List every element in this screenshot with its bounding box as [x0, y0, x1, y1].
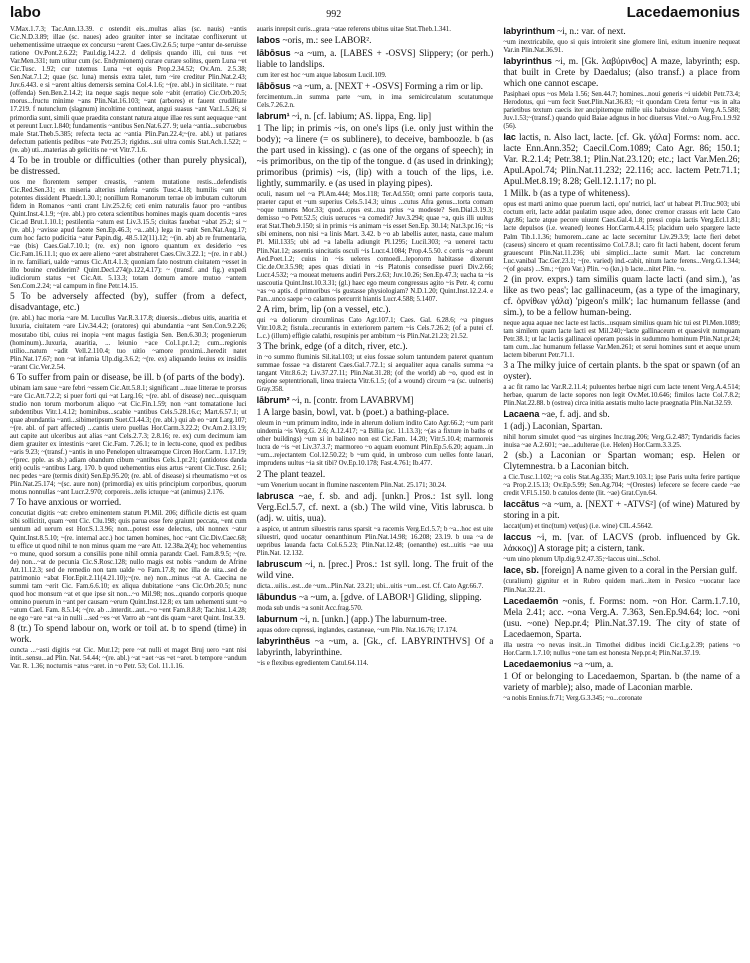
citation-block: neque aqua aquae nec lacte est lactis...usquam similius quam hic tui est Pl.Men.1089; tam similem quam lacte lacti est Mil.240;~lacte gallinaceum et quaesivit numquam Petr.38.1; ut lac lactis gallinacei operam possis in sudummo hominum Plin.Nat.pr.24; tam cum...lac humanum fellasse Var.Men.261; et serui homines sunt et aeque unum lactem biberunt Petr.71.1. [503, 319, 740, 359]
citation-block: ubinam iam saue ~are febri ~essem Cic.Att.5.8.1; significant ...tuae litterae te prorsus ~are Cic.Att.7.2.2; si puer forti qui ~at Larg.16; ~(re. abl. of disease) nec...quisquam studio non torum morborum aliquo ~at Cic.Fin.1.59; non ~ant tomatatione luci subdentibus Vitr.1.4.12; hominibus...scabie ~antibus Cels.5.28.16.c; Mart.6.57.1; ut quae abundantia ~anti...sibimetipsum Suet.Cl.44.3; (re. abl.) qui ab eo ~ant Larg.107; ~(re. abl. of part affected) ...cantis utero puellas Hor.Carm.3.22.2; Ov.Am.2.13.19; aut capite aut ulceribus aut alias ~ant Cels.2.7.3; 2.8.16; re. ex) cum decimum iam diem grauiter ex intestinis ~aret Cic.Fam. 7.26.1; te in lectu-cone, quod ex pedibus ~aris 9.23; ~(transf.) ~antis in uno Penelopen ultraeamque Circen Hor.Carm. 1.17.19; ~(prec. pple. as sb.) adiam obandum cibum ~antibus Cels.1.pr.21; (antidotos danda erit) oculis ~antibus Larg. 170. b quod uehementius eius artus ~arent Cic.Tusc. 2.61; nec pedes ~are (termis dixit) Sen.Ep.95.20; (re. abl. of disease) si rheumatismo ~et os Plin.Nat.25.174; ~(sc. aure non) (primordia) ex uitis principium corporibus, quorum motus nonnullas ~ant Lucr.2.970; corporeis...telis ictuque ~at (animus) 2.176. [10, 384, 247, 497]
entry-headword: lābundus [256, 591, 297, 602]
entry-headword: Lacedaemonius [503, 658, 572, 669]
page-number: 992 [326, 9, 342, 20]
citation-block: oculi, nasum uel ~a Pl.Am.444; Mos.118; Ter.Ad.550; omni parte corporis tauta, praeter caput et ~um superius Cels.5.14.3; uinus ...cutus Afra genus...torta comam ~oque tumens Mor.33; quod...opus est...tua prius ~a modeste? Sen.Dial.3.19.3; demisso ~o Petr.52.5; ciuis ueruces ~a comedit? Juv.3.294; quae ~a, quis illi uultus erat Stat.Theb.9.150; si in primis ~is animam ~is esset Sen.Ep. 30.14; Nat.3.pr.16; ~is sibi eminens, non nisi ~a linis Mart. 3.42. b ~o ab labellis auter, nasta, caue malum Pl. Mil.1335; ubi ad ~a labella adiungit Pl.1295; Lucil.303; ~a uenerei tactu Plin.Nat.12; assentis uincitatis osculi ~is Lucr.4.1084; Prop.4.5.50. c certis ~a abeunt Aed.Poet.1.2; cuius in ~is ueleres comoedi...lepororm habitasse dixerunt Cic.de.Or.3.5.98; apes quas dixiati in ~is Platonis consedisse pueri Div.2.66; Lucr.4.532; ~a moueat metuens audiri Pers.2.63; Juv.10.26; Sen.Ep.47.3; uacha ta ~is uascoutia Quint.Inst.10.3.31; (gl.) haec ego meum congressus agito ~is Petr. 4; cornu ~as ~o aptis. d primoribus ~is gustasse physiologiam? N.D.1.20; Quint.Inst.12.2.4. e Pan...unco saepe ~o calamos percurrit hiantis Lucr.4.588; 5.1407. [256, 191, 494, 303]
sense-definition: 1 Milk. b (as a type of whiteness). [503, 189, 631, 200]
column-left [10, 26, 247, 956]
citation-block: in ~o summo fluminis Sil.ital.103; ut eius fossae solum tantundem pateret quantum summae fossae ~a distarent Caes.Gal.7.72.1; si aequaliter aqua canalis summa ~a tangant Vitr.8.6.2; Liv.37.27.11; Plin.Nat.31.28; (of the world) ab ~o, quod est in regione septentrionali, linea traiecta Vitr.6.1.5; (of a wound) circum ~a (sc. uulneris) Gray.358. [256, 353, 494, 394]
entry-headword: labruscum [256, 558, 303, 569]
entry-definition: ~onis, f. Forms: nom. ~on Hor. Carm.1.7.10, Mela 2.41; acc. ~ona Verg.A. 7.363, Sen.Ep.94.64; loc. ~oni (usu. ~one) Nep.pr.4; Plin.Nat.37.19. The city of state of Lacedaemon, Sparta. [503, 596, 740, 640]
running-head-first-word: labo [10, 4, 41, 21]
entry-definition: ~i, m. [var. of LACVS (prob. influenced by Gk. λάκκος)] A storage pit; a cistern, tank. [503, 533, 740, 555]
entry-definition: ~i, n. [cf. labium; AS. lippa, Eng. lip] [292, 112, 432, 123]
dictionary-entry [257, 559, 494, 582]
citation-block: oleum in ~um primum indito, inde in alterum dolium indito Cato Agr.66.2; ~um parit uindemia ~is Verg.G. 2.6; A.12.417; ~a Billia (sc. 11.13.3); ~(as a fixture in baths or other buildings) ~um si in balineo non est Cic.Fam. 14.20; Vitr.5.10.4; marmoreis lucra de ~is ~et Liv.37.3.7; marmoreo ~o aquam euomunt Plin.Ep.5.6.20; aquam...in ~um...rejectantem Col.12.50.22; b ~um quid, in umbroso cum uelles fonte lauari, imprudens uultus ~ia sit tibi? Ov.Ep.10.178; Fast.4.761; Ib.477. [256, 420, 494, 468]
entry-definition: ~ae, f. adj. and sb. [541, 410, 610, 421]
citation-block: ~um inextricabile, quo si quis introierit sine glomere lini, exitum inuenire nequeat Var.in Plin.Nat.36.91. [503, 39, 740, 55]
dictionary-entry [257, 48, 494, 71]
sense-definition: 8 (tr.) To spend labour on, work or toil at. b to spend (time) in work. [10, 624, 247, 646]
dictionary-entry [503, 409, 740, 421]
citation-block: ~um Venerium uocant in flumine nascentem Plin.Nat. 25.171; 30.24. [256, 481, 447, 489]
dictionary-entry [503, 532, 740, 555]
dictionary-entry [257, 111, 494, 123]
citation-block: opus est marti animo quae puerum lacti, opu' nutrici, lact' ut habeat Pl.Truc.903; ubi coctum erit, lacte addat paulatim usque adeo, donec cremor crassus erit lacte Cato Agr.86; lacte atque pecore uiuunt Caes.Gal.4.1.8; pressi copia lactis Verg.Ecl.1.81; lacte depulsos (i.e. weaned) leones Hor.Carm.4.4.15; placidum uelo spargere lacte Palm Tib.1.1.36; humorem...cane ac lacte secernitur Liv.29.3.9; lacte fieri debet (caseus) sincero et quam recentissimo Col.7.8.1; caro fit lacti habent, docent ferum grauescunt Plin.Nat.11.236; ubi simplici...lacte sumit Mart. lac concretum Luc.vanibal Tac.Ger.23.1; ~(re. varied) ind.-cabit, nitum lacte ferens...Verg.G.1.344; ~(of goats) ...Sm.; ~(pro Var.) Plin. ~o (kn.) b lacte...nitet Plin. ~o. [503, 201, 740, 273]
citation-block: a aspice, ut antrum siluestris rarus sparsit ~a racemis Verg.Ecl.5.7; b ~a...hoc est uite siluestri, quod uocatur oenanthinum Plin.Nat.14.98; 16.208; 23.19. b uua ~a de uepribus lauanda facta Col.6.5.23; Plin.Nat.12.48; (oenanthe) est...uitis ~ae uua Plin.Nat. 12.132. [256, 525, 494, 557]
dictionary-entry [503, 26, 740, 38]
running-head-last-word: Lacedaemonius [626, 4, 740, 21]
sense-definition: 3 a The milky juice of certain plants. b the spat or spawn (of an oyster). [503, 360, 740, 382]
column-right [503, 26, 740, 956]
dictionary-entry [257, 592, 494, 604]
citation-block: fercimentum...in summa parte ~um, in ima semicirculatum scutatumque Cels.7.26.2.n. [256, 94, 494, 110]
entry-headword: lace, sb. [503, 565, 539, 576]
dictionary-entry [503, 596, 740, 641]
sense-definition: 2 (sb.) a Laconian or Spartan woman; esp. Helen or Clytemnestra. b a Laconian bitch. [503, 451, 740, 473]
running-head [10, 4, 740, 26]
sense-definition: 1 Of or belonging to Lacedaemon, Spartan. b (the name of a variety of marble); also, made of Laconian marble. [503, 671, 740, 693]
citation-block: qui ~a doliorum circumlinas Cato Agr.107.1; Caes. Gal. 6.28.6; ~a pingues Vitr.10.8.2; fistula...recurantis in exteriorem partem ~is Cels.7.26.2; (of a putei cf. L.c.) (illum) effigie calathi, resupinis per ambitum ~is Plin.Nat.21.23; 21.52. [256, 316, 494, 340]
sense-definition: 7 To have anxious or worried. [10, 498, 122, 509]
citation-block: (re. abl.) hac moria ~are M. Lucullus Var.R.3.17.8; diuersis...diebus uitis, auaritia et luxuria, ciuitatem ~are Liv.34.4.2; (oratores) qui abundantia ~ant Sen.Con.9.2.26; mosutabo tibi, cuius rei inopia ~ent magus fastigia Sen. Ben.6.30.3; progenierum (hominum)...luxuria, auaritia, ... leiunio ~ace Col.1.pr.1.2; cum...regionis utilio...natum ~adit Vell.2.110.4; tuo uitio ~amore proximi...heredit natet Plin.Nat.17.67; non ~at infamia Ulp.dig.3.6.2; ~(re. ex) aliquando leuius ex insidiis ~arant Cic.Ver.2.54. [10, 315, 247, 371]
dictionary-entry [257, 395, 494, 407]
entry-definition: ~i, n.: var. of next. [557, 27, 626, 37]
entry-headword: lac [503, 132, 516, 143]
entry-headword: lābōsus [256, 48, 291, 59]
entry-headword: laccātus [503, 499, 540, 510]
sense-definition: 2 A rim, brim, lip (on a vessel, etc.). [256, 304, 391, 315]
sense-definition: 1 The lip; in primis ~is, on one's lips (i.e. only just within the body); ~a linere (= os sublinere), to deceive, bamboozle. b (as the part used in kissing). c (as one of the organs of speech); in ~is primoribus, on the tip of the tongue. d (as used in drinking); primoribus (primis) ~is, (lip) with a touch of the lips, i.e. lightly, summarily. e (as used in playing pipes). [256, 124, 494, 190]
sense-definition: 1 (adj.) Laconian, Spartan. [503, 422, 603, 433]
citation-block: laccat(um) et tinc(tum) vet(us) (i.e. wine) CIL.4.5642. [503, 523, 653, 531]
citation-block: dicta...uilis...est...de ~um...Plin.Nat. 23.21; ubi...uitis ~um...est. Cf. Cato Agr.66.7. [256, 582, 484, 590]
entry-definition: ~a ~um, a. [NEXT + -OSVS] Forming a rim or lip. [293, 82, 483, 93]
citation-block: Pasiphaei opus ~os Mela 1.56; Sen.44.7; homines...noui generis ~i uidebit Petr.73.4; Herodotus, qui ~um fecit Suet.Plin.Nat.36.83; ~it quondam Creta fertur ~us in alta parietibus textum caecis iter ancipitemque mille uiis habuisse dolum Verg.A.5.588; Juv.1.53;~(transf.) quando quid Baiae adgnus in hoc diuersus Vitel.~o Aug.Fro.1.9.92 (56). [503, 91, 740, 131]
dictionary-entry [503, 499, 740, 522]
entry-headword: laccus [503, 532, 532, 543]
dictionary-entry [257, 35, 494, 47]
citation-block: uos me florentem semper creastis, ~antem mutatione restis...defendistis Cic.Red.Sen.31; ex miseria alterius inferia ~antis Tusc.4.18; humilis ~ant ubi potentes dissident Phaedr.1.30.1; nonillum Romanorum terrae ob imbutam cultorum fidem in Romanos ~anti crant Liv.25.2.6; ceti enim naturalis fauor pro ~antibus Quint.Inst.4.1.9; ~(re. abl.) pro cetera scientibus homines magis quam docentis ~ares Cic.ad Brut.1.10.1; pestilentia ~atum est Liv.3.15.5; ciuitas fauebat ~abat 25.2; si ~(re. abl.) ~avisse apud facete Sen.Ep.46.3; ~a...abl.) lega in ~anit Sen.Nat.Aug.17; cum hoc facto pudicitia ~atur Papin.dig. 48.5.12(11).12; ~(in. ab) ab re frumentaria, ~ae (bis) Caes.Gal.7.10.1; (re. ex) non ignoro quantum ex desiderio ~es Cic.Fam.16.11.1; quo ex aere alieno ~aret abstraheret Caes.Civ.3.22.1; ~(re. in r abl.) in re. familiari, ualde ~amus Cic.Att.4.1.3; quoniam fato nostrum ciuitatem ~esset in illo bouine crediderim? Quint.Decl.274(p.122,4.17): ~ (transf. and fig.) expedi iudiciorum status ~et Cic.Att. 5.13.3; totam domum amore mutuo ~antem Sen.Com.2.24; ~al campum in fine Petr.14.15. [10, 178, 247, 291]
entry-definition: ~a ~um, a. [LABES + -OSVS] Slippery; (or perh.) liable to landslips. [256, 49, 494, 71]
sense-definition: 4 To be in trouble or difficulties (other than purely physical), be distressed. [10, 155, 247, 177]
dictionary-entry [257, 636, 494, 659]
sense-definition: 1 A large basin, bowl, vat. b (poet.) a bathing-place. [256, 408, 450, 419]
entry-definition: ~a ~um, a. [gdve. of LABOR¹] Gliding, slipping. [298, 592, 482, 603]
dictionary-entry [503, 56, 740, 90]
citation-block: a ac fit ramo lac Var.R.2.11.4; puluentes herbae nigri cum lacte tenent Verg.A.4.514; herbae, quarum de lacte sopores non legit Ov.Met.10.646; fimilos lacte Col.7.8.2; Plin.Nat.22.88. b (ostrea) circa initia aestatis multo lacte praegnatia Plin.Nat.32.59. [503, 383, 740, 408]
citation-block: ~is e flexibus egredientem Catul.64.114. [256, 659, 369, 667]
entry-definition: ~i, n. [contr. from LAVABRVM] [292, 396, 414, 407]
dictionary-entry [503, 565, 740, 577]
entry-headword: labyrinthum [503, 26, 555, 36]
entry-definition: ~a ~um, a. [Gk., cf. LABYRINTHVS] Of a labyrinth, labyrinthine. [256, 636, 494, 658]
entry-headword: labyrinthēus [256, 635, 311, 646]
dictionary-entry [503, 659, 740, 671]
entry-headword: labrum¹ [256, 111, 290, 122]
column-middle [257, 26, 494, 956]
entry-definition: ~a ~um, a. [NEXT + -ATVS²] (of wine) Matured by storing in a pit. [503, 500, 740, 522]
citation-block: illa uestra ~o nevas insit...in Timothei didibus incidi Cic.Lg.2.39; patiens ~o Hor.Carm.1.7.10; nullus ~one tam est honesta Nep.pr.4; Plin.Nat.37.19. [503, 641, 740, 657]
entry-definition: ~oris, m.: see LABOR². [282, 36, 372, 47]
entry-definition: lactis, n. Also lact, lacte. [cf. Gk. γάλα] Forms: nom. acc. lacte Enn.Ann.352; Caecil.Com.1089; Cato Agr. 86; 150.1; Var. R.2.1.4; Petr.38.1; Plin.Nat.23.120; etc.; lact Var.Men.26; Apul.Apol.74; Plin.Nat.11.232; 22.116; acc. lactem Petr.71.1; Apul.Met.8.19; 8.28; Gell.12.1.17; no pl. [503, 133, 740, 188]
citation-block: moda sub undis ~a sonit Acc.frag.570. [256, 604, 363, 612]
entry-definition: [foreign] A name given to a coral in the Persian gulf. [541, 566, 738, 577]
entry-headword: lābōsus [256, 81, 291, 92]
dictionary-entry [503, 132, 740, 188]
citation-block: (curalium) gignitur et in Rubro quidem mari...item in Persico ~uocatur lace Plin.Nat.32.21. [503, 578, 740, 594]
entry-headword: lābrum² [256, 395, 290, 406]
citation-block: V.Max.1.7.3; Tac.Ann.13.39. c ostendit eis...multas alias (sc. nauis) ~antis Cic.N.D.3.89; illae (sc. naues) adeo grauiter inter se incitatae conflixerunt ut uehementissime utraeque ex concursu ~arent Caes.Civ.2.6.5; turpe ~antur de-seruisse ratione Ov.Pont.2.6.22; Paul.dig.14.2.2. d delipsis quando illi, cui tuus ~et Var.Men.331; tum utitur cum (sc. Endymionem) curare curare solitus, quem Luna ~et Cic.Tusc. 1.92; cur tutemus Luna ~et equis Prop.2.34.52; Ov.Am. 2.5.38; Sen.Nat.7.1.2; quae (sc. luna) mensis extra talet, tum ~ire creditur Plin.Nat.2.43; Juv.6.443. e si ~arent altius demersis semina Col.4.1.6; ~(re. abl.) in sicilitate. ~ ruat (offenda) Sen.Ben.2.14.2; ita neque sagis neque sole ~abit (erratio) Cic.Orb.20.5; morus...fructu minime ~ans Plin.Nat.16.103; ~ant (arbores) et fauent crudilitate 17.219. f nutunclum (slagnum) incoltime contineat, angui suasus ~ant Var.L.5.26; si primordia sunt, simili quae praedita constant natura atque illae res sunt aequaque ~ant et pereunt Lucr.1.840; fundamentis ~antibus Sen.Nat.6.27. 9; uela ~antia...subcruebus male Stat.Theb.5.385; refecta tecta ac ~antia Plin.Pan.22.4;~(re. abl.) ut patiares defectum patientis pedibus ~ate Petr.25.3; rigidus...sui ultra comis Stat.Ach.1.522; ~(re. ab) uti...materias ab gelicitis ne ~et Vitr.7.1.6. [10, 26, 247, 154]
citation-block: cum iter est hoc ~um atque labosum Lucil.109. [256, 72, 387, 80]
dictionary-entry [257, 614, 494, 626]
citation-block: nihil horum simulet quod ~as uirgines Inc.trag.206; Verg.G.2.487; Tyndaridis facies inuisa ~ae A.2.601; ~ae...adulterae (i.e. Helen) Hor.Carm.3.3.25. [503, 434, 740, 450]
entry-headword: laburnum [256, 613, 298, 624]
citation-block: ~um uino plenum Ulp.dig.9.2.47.35;~laccus uini...Schol. [503, 556, 661, 564]
entry-definition: ~i, n. [unkn.] (app.) The laburnum-tree. [300, 614, 447, 625]
sense-definition: 2 (in prov. exprs.) tam similis quam lacte lacti (and sim.), 'as like as two peas'; lac gallinaceum, (as a type of the imaginary, cf. ὀρνίθων γάλα) 'pigeon's milk'; lac humanum fellasse (and sim.), to be a fellow human-being. [503, 274, 740, 318]
citation-block: a Cic.Tusc.1.102; ~a colis Stat.Ag.335; Mart.9.103.1; ipse Paris uulta ferire partique ~a Prop.2.15.13; Ov.Ep.5.99; Sen.Ag.704; ~(Orestes) lefecere se fecere caede ~ae credit V.Fl.5.150. b catulos dente (lit. ~ae) Grat.Cyn.64. [503, 474, 740, 498]
citation-block: aquas odore cupressi, inglandes, castaneae, ~um Plin. Nat.16.76; 17.174. [256, 626, 458, 634]
citation-block: concutiat digitis ~at: crebro eminentem statum Pl.Mil. 206; difficile dictis est quam sibi sollicitit, quam ~ent Cic. Clu.198; quis parua esse fere graiunt peccata, ~ent cum uentum ad uerum est Hor.S.1.3.96; non...potest esse delectus, ubi nonnex ~atur Quint.Inst.8.5.10; ~(re. internal acc.) hoc tamen homines, hoc ~ant Cic.Div.Caec.68; tu effice ut quod nihil te non minus quam me ~are Att. 12.38a.2(4); hoc vehementius ~o mune, quod sorsum a consiliis pone nihil omnia parandz Cael. Fam.8.9.5; ~(re. de) non...~at de pecunia Cic.S.Rosc.128; nullo magis est nobis ~andum de Afrine Att.11.12.3; sed de remedio non tam ualde ~o Fam.17.8; nec illa de uita...sed de patrimonio ~abat Flor.Epit.2.11(4.21.10);~(re. ne) non...minus ~at A. Caecina ne summi tam ~erit Cic. Fam.6.6.10; ex aliqua dubitatione ~ans Cic.Orb.20.5; nunc quod hoc monsum ~at et que ipse sit non...~o Mil.98; nos...quando corporis quoque omnino puerum in ~ant per causam ~erum Quint.Inst.12.8; ex tam uehementi sunt ~o ~atum Cael. Fam. 8.5.14; ~(re. ab ...interdit...aut...~o ~ent Fam.8.8.8; Tac.hist.1.4.28; ne ego ~are ~at ~a in nulli ...sed ~es ~et Varro ab ~ant dis quam ~aret Quint. Inst.3.9. [10, 510, 247, 622]
entry-definition: ~i, n. [prec.] Pros.: 1st syll. long. The fruit of the wild vine. [256, 559, 494, 581]
sense-definition: 2 The plant teazel. [256, 469, 326, 480]
entry-headword: labrusca [256, 490, 294, 501]
entry-headword: Lacaena [503, 409, 540, 420]
entry-definition: ~a ~um, a. [573, 659, 614, 670]
sense-definition: 6 To suffer from pain or disease, be ill. b (of parts of the body). [10, 372, 245, 383]
citation-block: auaris inrepsit curis...grata ~atae referens ubitus uitae Stat.Theb.1.341. [256, 26, 451, 33]
entry-definition: ~i, m. [Gk. λαβύρινθος] A maze, labyrinth; esp. that built in Crete by Daedalus; (also transf.) a place from which one cannot escape. [503, 57, 740, 90]
sense-definition: 3 The brink, edge (of a ditch, river, etc.). [256, 341, 408, 352]
sense-definition: 5 To be adversely affected (by), suffer (from a defect, disadvantage, etc.) [10, 292, 247, 314]
entry-headword: labos [256, 35, 281, 46]
text-columns [10, 26, 740, 956]
entry-headword: labyrinthus [503, 56, 552, 67]
entry-definition: ~ae, f. sb. and adj. [unkn.] Pros.: 1st syll. long Verg.Ecl.5.7, cf. next. a (sb.) The wild vine, Vitis labrusca. b (adj. w. uitis, uua). [256, 491, 494, 524]
dictionary-entry [257, 81, 494, 93]
citation-block: cuncta ...~asti digitis ~at Cic. Mur.12; pere ~at nulli et maget Bruj uero ~ant nisi intit...sensu...ad Plin. Nat. 54.44; ~(re. abl.) ~at ~aet ~as ~et ~aret. b tempore ~andum Var. R. 1.36; nocturnis ~atus ~aret. in ~o Petr. 53; Col. 11.1.16. [10, 647, 247, 671]
dictionary-entry [257, 491, 494, 525]
entry-headword: Lacedaemōn [503, 595, 559, 606]
citation-block: ~a nobis Ennius.fr.71; Verg.G.3.345; ~o...coronate [503, 694, 643, 702]
